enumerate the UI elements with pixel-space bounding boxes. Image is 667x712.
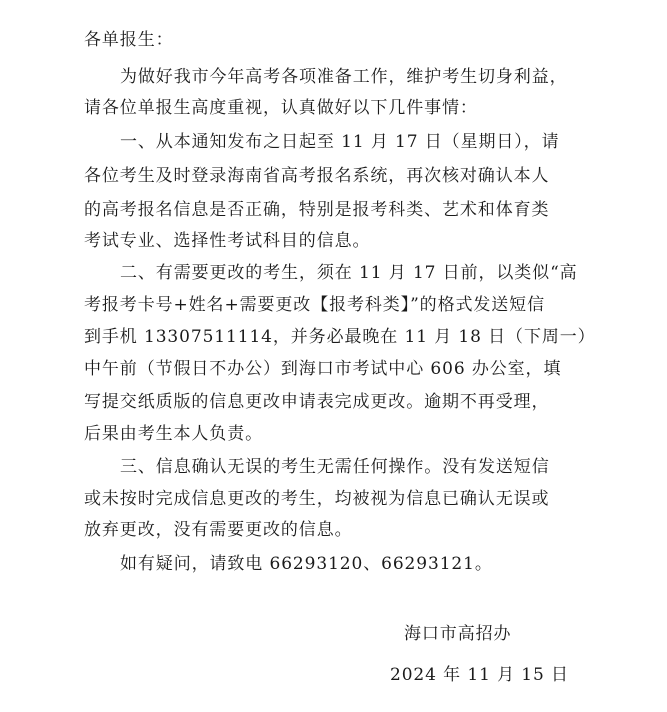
item1-line-4: 考试专业、选择性考试科目的信息。: [84, 231, 371, 251]
item2-line-6: 后果由考生本人负责。: [84, 424, 263, 444]
signature-org: 海口市高招办: [404, 624, 512, 644]
item3-line-3: 放弃更改，没有需要更改的信息。: [84, 520, 353, 540]
intro-line-2: 请各位单报生高度重视，认真做好以下几件事情：: [84, 98, 478, 118]
item1-line-1: 一、从本通知发布之日起至 11 月 17 日（星期日），请: [120, 132, 560, 152]
item1-line-2: 各位考生及时登录海南省高考报名系统，再次核对确认本人: [84, 166, 550, 186]
item2-line-3: 到手机 13307511114，并务必最晚在 11 月 18 日（下周一）: [84, 327, 596, 347]
contact-line: 如有疑问，请致电 66293120、66293121。: [120, 554, 493, 574]
item2-line-1: 二、有需要更改的考生，须在 11 月 17 日前，以类似“高: [120, 263, 578, 283]
item2-line-2: 考报考卡号+姓名+需要更改【报考科类】”的格式发送短信: [84, 295, 545, 315]
intro-line-1: 为做好我市今年高考各项准备工作，维护考生切身利益，: [120, 67, 568, 87]
signature-date: 2024 年 11 月 15 日: [390, 665, 569, 685]
item3-line-1: 三、信息确认无误的考生无需任何操作。没有发送短信: [120, 457, 550, 477]
item3-line-2: 或未按时完成信息更改的考生，均被视为信息已确认无误或: [84, 489, 550, 509]
item2-line-5: 写提交纸质版的信息更改申请表完成更改。逾期不再受理，: [84, 392, 550, 412]
item1-line-3: 的高考报名信息是否正确，特别是报考科类、艺术和体育类: [84, 200, 550, 220]
item2-line-4: 中午前（节假日不办公）到海口市考试中心 606 办公室，填: [84, 359, 562, 379]
salutation: 各单报生：: [84, 30, 174, 50]
